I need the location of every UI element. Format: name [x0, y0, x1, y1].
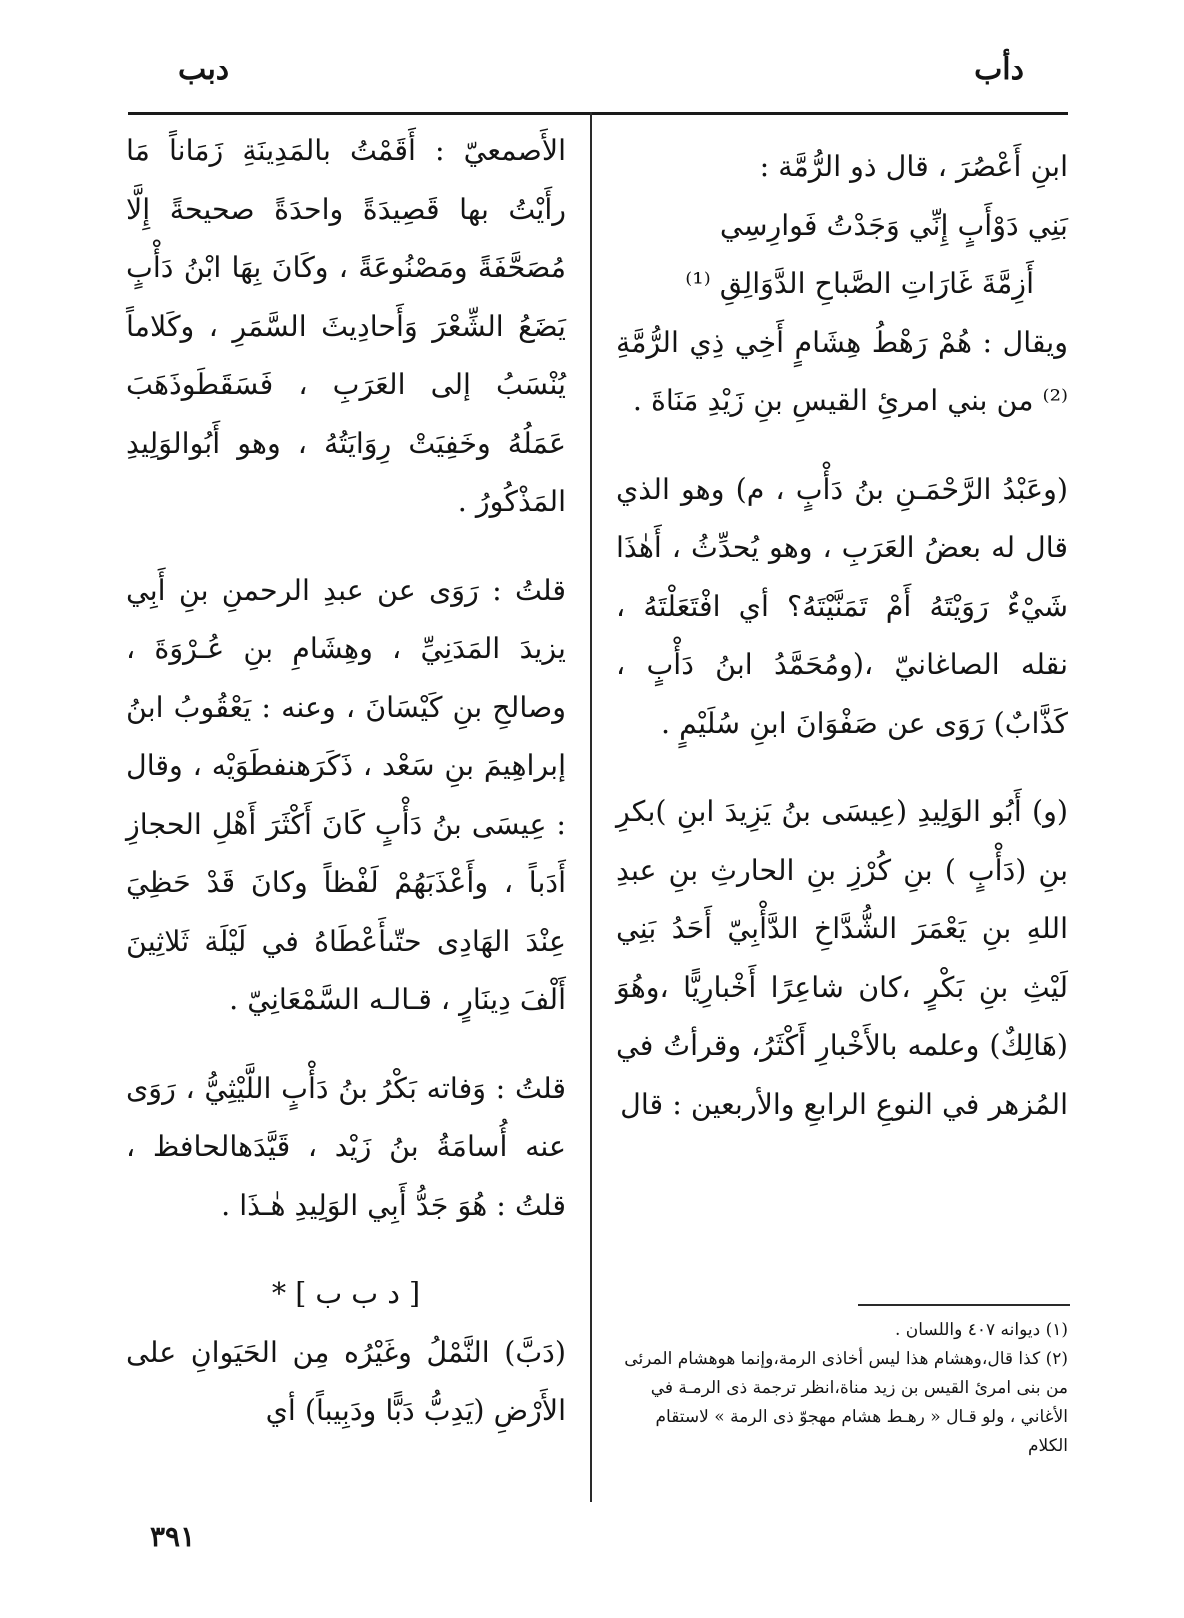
footnote: (٢) كذا قال،وهشام هذا ليس أخاذى الرمة،وإنما هوهشام المرئى من بنى امرئ القيس بن زيد مناة،انظر ترجمة ذى الرمـة في الأغاني ، ولو قـال « رهـط هشام مهجوّ ذى الرمة » لاستقام الكلام — [624, 1349, 1068, 1456]
entry-paragraph: (وعَبْدُ الرَّحْمَـنِ بنُ دَأْبٍ ، م) وهو الذي قال له بعضُ العَرَبِ ، وهو يُحدِّثُ ، أَهٰذَا شَيْءٌ رَوَيْتَهُ أَمْ تَمَنَّيْتَهُ؟ أي افْتَعَلْتَهُ ، نقله الصاغانيّ ،(ومُحَمَّدُ ابنُ دَأْبٍ ، كَذَّابٌ) رَوَى عن صَفْوَانَ ابنِ سُلَيْمٍ . — [616, 472, 1068, 740]
spacer — [126, 1030, 566, 1060]
paragraph: ابنِ أَعْصُرَ ، قال ذو الرُّمَّة : — [759, 150, 1068, 183]
entry-paragraph: (دَبَّ) النَّمْلُ وغَيْرُه مِن الحَيَوانِ على الأَرْضِ (يَدِبُّ دَبًّا ودَبِيباً) أي — [126, 1335, 566, 1427]
spacer — [616, 431, 1068, 461]
column-divider — [590, 112, 592, 1502]
page-number: ٣٩١ — [150, 1520, 196, 1553]
entry-paragraph: (و) أَبُو الوَلِيدِ (عِيسَى بنُ يَزِيدَ ابنِ )بكرِ بنِ (دَأْبٍ ) بنِ كُرْزِ بنِ الحارثِ بنِ عبدِ اللهِ بنِ يَعْمَرَ الشُّدَّاخِ الدَّأْبِيّ أَحَدُ بَنِي لَيْثِ بنِ بَكْرٍ ،كان شاعِرًا أَخْبارِيًّا ،وهُوَ (هَالِكٌ) وعلمه بالأَخْبارِ أَكْثَرُ، وقرأتُ في المُزهر في النوعِ الرابعِ والأربعين : قال — [616, 795, 1068, 1121]
paragraph: ويقال : هُمْ رَهْطُ هِشَامٍ أَخِي ذِي الرُّمَّةِ ⁽²⁾ من بني امرئِ القيسِ بنِ زَيْدِ مَنَاةَ . — [616, 325, 1068, 417]
footnotes — [612, 1316, 1068, 1461]
footnote: (١) ديوانه ٤٠٧ واللسان . — [894, 1320, 1068, 1340]
spacer — [126, 532, 566, 562]
section-heading: [ د ب ب ] * — [271, 1277, 421, 1310]
verse-line: أَزِمَّةَ غَارَاتِ الصَّباحِ الدَّوَالِقِ ⁽¹⁾ — [685, 267, 1034, 300]
right-column — [616, 138, 1068, 1134]
spacer — [126, 1235, 566, 1265]
left-column — [126, 122, 566, 1441]
paragraph: قلتُ : وَفاته بَكْرُ بنُ دَأْبٍ اللَّيْثِيُّ ، رَوَى عنه أُسامَةُ بنُ زَيْد ، قَيَّدَهالحافظ ، قلتُ : هُوَ جَدُّ أَبِي الوَلِيدِ هٰـذَا . — [126, 1071, 566, 1222]
spacer — [616, 753, 1068, 783]
header-rule — [128, 112, 1068, 115]
paragraph: الأَصمعيّ : أَقَمْتُ بالمَدِينَةِ زَمَاناً مَا رأَيْتُ بها قَصِيدَةً واحدَةً صحيحةً إِلَّا مُصَحَّفَةً ومَصْنُوعَةً ، وكَانَ بِهَا ابْنُ دَأْبٍ يَضَعُ الشِّعْرَ وَأَحادِيثَ السَّمَرِ ، وكَلاماً يُنْسَبُ إلى العَرَبِ ، فَسَقَطَوذَهَبَ عَمَلُهُ وخَفِيَتْ رِوَايَتُهُ ، وهو أَبُوالوَلِيدِ المَذْكُورُ . — [126, 134, 566, 518]
verse-line: بَنِي دَوْأَبٍ إِنِّي وَجَدْتُ فَوارِسِي — [719, 208, 1068, 242]
running-head-left: دبب — [178, 52, 230, 87]
paragraph: قلتُ : رَوَى عن عبدِ الرحمنِ بنِ أَبِي يزيدَ المَدَنِيِّ ، وهِشَامِ بنِ عُـرْوَةَ ، وصالحِ بنِ كَيْسَانَ ، وعنه : يَعْقُوبُ ابنُ إبراهِيمَ بنِ سَعْد ، ذَكَرَهنفطَوَيْه ، وقال : عِيسَى بنُ دَأْبٍ كَانَ أَكْثَرَ أَهْلِ الحجازِ أَدَباً ، وأَعْذَبَهُمْ لَفْظاً وكانَ قَدْ حَظِيَ عِنْدَ الهَادِى حتّىأَعْطَاهُ في لَيْلَة ثَلاثِينَ أَلْفَ دِينَارٍ ، قـالـه السَّمْعَانِيّ . — [126, 573, 566, 1016]
footnote-rule — [858, 1304, 1070, 1306]
running-head-right: دأب — [974, 52, 1024, 87]
